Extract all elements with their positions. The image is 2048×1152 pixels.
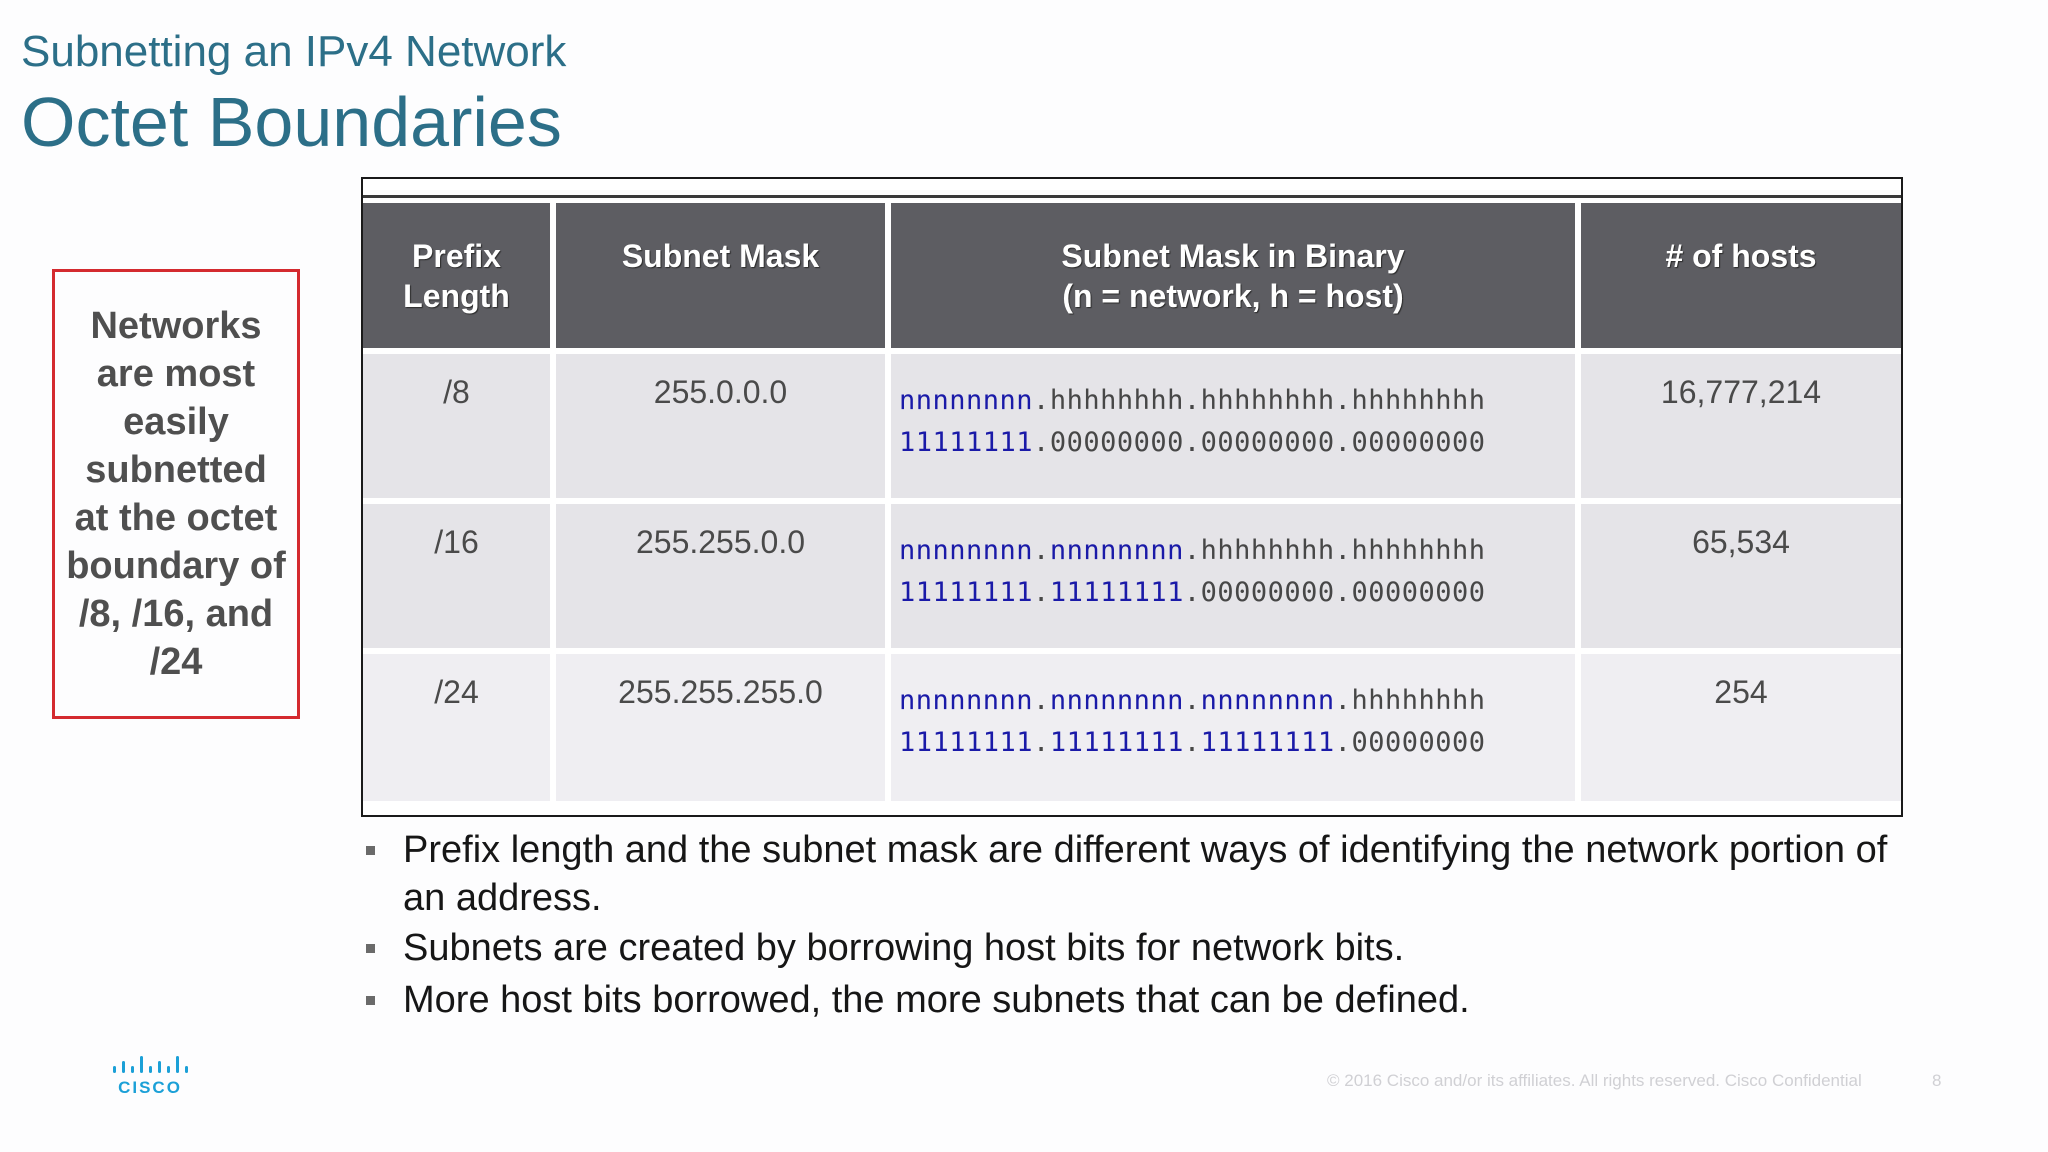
cell-binary: [888, 651, 1578, 801]
bullet-square-icon: [366, 944, 375, 953]
header-binary-line2: (n = network, h = host): [1062, 277, 1404, 314]
footer-copyright: © 2016 Cisco and/or its affiliates. All rights reserved. Cisco Confidential: [1327, 1071, 1862, 1090]
cell-hosts: 254: [1578, 651, 1901, 801]
octet-separator: .: [1033, 535, 1050, 566]
bullet-item: [360, 976, 1920, 1024]
host-octet: 00000000: [1049, 427, 1184, 458]
binary-line: [899, 722, 1575, 764]
octet-separator: .: [1183, 385, 1201, 416]
octet-separator: .: [1334, 727, 1352, 758]
notation-line: [899, 530, 1575, 572]
header-hosts-label: # of hosts: [1665, 237, 1817, 274]
octet-separator: .: [1334, 577, 1352, 608]
host-octet: hhhhhhhh: [1351, 385, 1486, 416]
cell-hosts: 16,777,214: [1578, 351, 1901, 501]
subnet-table-frame: [361, 177, 1903, 817]
bullet-square-icon: [366, 846, 375, 855]
header-prefix-line1: Prefix: [412, 237, 501, 274]
table-row: [363, 501, 1901, 651]
octet-separator: .: [1033, 727, 1050, 758]
network-octet: 11111111: [1049, 727, 1184, 758]
octet-separator: .: [1033, 427, 1050, 458]
header-prefix-line2: Length: [403, 277, 510, 314]
binary-line: [899, 572, 1575, 614]
network-octet: 11111111: [899, 577, 1034, 608]
bullet-text: More host bits borrowed, the more subnets that can be defined.: [403, 979, 1470, 1021]
header-prefix-length: [363, 203, 553, 351]
notation-line: [899, 680, 1575, 722]
network-octet: 11111111: [899, 727, 1034, 758]
cell-prefix: /16: [363, 501, 553, 651]
octet-separator: .: [1183, 577, 1201, 608]
table-body: [363, 351, 1901, 801]
network-octet: nnnnnnnn: [899, 685, 1034, 716]
network-octet: nnnnnnnn: [899, 385, 1034, 416]
cell-prefix: /8: [363, 351, 553, 501]
network-octet: 11111111: [1049, 577, 1184, 608]
binary-line: [899, 422, 1575, 464]
bullet-item: [360, 924, 1920, 972]
cell-mask: 255.255.0.0: [553, 501, 888, 651]
network-octet: nnnnnnnn: [899, 535, 1034, 566]
bullet-list: [360, 826, 1920, 1026]
page-number: 8: [1932, 1071, 1942, 1090]
octet-separator: .: [1334, 535, 1352, 566]
cell-binary: [888, 501, 1578, 651]
slide-title: Octet Boundaries: [21, 83, 562, 161]
header-mask-label: Subnet Mask: [621, 237, 820, 274]
host-octet: hhhhhhhh: [1351, 685, 1486, 716]
subnet-table: [363, 203, 1901, 801]
octet-separator: .: [1183, 427, 1201, 458]
host-octet: hhhhhhhh: [1200, 385, 1335, 416]
octet-separator: .: [1334, 385, 1352, 416]
slide-subtitle: Subnetting an IPv4 Network: [21, 27, 567, 76]
cell-mask: 255.0.0.0: [553, 351, 888, 501]
host-octet: 00000000: [1351, 727, 1486, 758]
cell-binary: [888, 351, 1578, 501]
host-octet: 00000000: [1351, 577, 1486, 608]
network-octet: 11111111: [899, 427, 1034, 458]
cell-prefix: /24: [363, 651, 553, 801]
octet-separator: .: [1334, 685, 1352, 716]
octet-separator: .: [1183, 685, 1201, 716]
host-octet: 00000000: [1200, 427, 1335, 458]
octet-separator: .: [1183, 535, 1201, 566]
header-hosts: [1578, 203, 1901, 351]
cell-mask: 255.255.255.0: [553, 651, 888, 801]
host-octet: hhhhhhhh: [1049, 385, 1184, 416]
table-row: [363, 351, 1901, 501]
cell-hosts: 65,534: [1578, 501, 1901, 651]
host-octet: hhhhhhhh: [1351, 535, 1486, 566]
cisco-logo-icon: [111, 1054, 193, 1098]
octet-separator: .: [1033, 385, 1050, 416]
host-octet: 00000000: [1200, 577, 1335, 608]
table-header-row: [363, 203, 1901, 351]
octet-separator: .: [1334, 427, 1352, 458]
table-top-rule: [363, 195, 1901, 198]
network-octet: nnnnnnnn: [1200, 685, 1335, 716]
network-octet: nnnnnnnn: [1049, 535, 1184, 566]
octet-separator: .: [1183, 727, 1201, 758]
octet-separator: .: [1033, 577, 1050, 608]
callout-box: [52, 269, 300, 719]
host-octet: 00000000: [1351, 427, 1486, 458]
header-subnet-mask: [553, 203, 888, 351]
table-row: [363, 651, 1901, 801]
bullet-text: Subnets are created by borrowing host bits for network bits.: [403, 927, 1405, 969]
callout-text: Networks are most easily subnetted at the octet boundary of /8, /16, and /24: [66, 305, 286, 683]
header-binary-line1: Subnet Mask in Binary: [1061, 237, 1405, 274]
network-octet: nnnnnnnn: [1049, 685, 1184, 716]
bullet-item: [360, 826, 1920, 922]
host-octet: hhhhhhhh: [1200, 535, 1335, 566]
bullet-text: Prefix length and the subnet mask are different ways of identifying the network portion of an address.: [403, 829, 1888, 919]
cisco-logo-text: CISCO: [118, 1078, 182, 1097]
octet-separator: .: [1033, 685, 1050, 716]
network-octet: 11111111: [1200, 727, 1335, 758]
bullet-square-icon: [366, 996, 375, 1005]
notation-line: [899, 380, 1575, 422]
header-binary: [888, 203, 1578, 351]
